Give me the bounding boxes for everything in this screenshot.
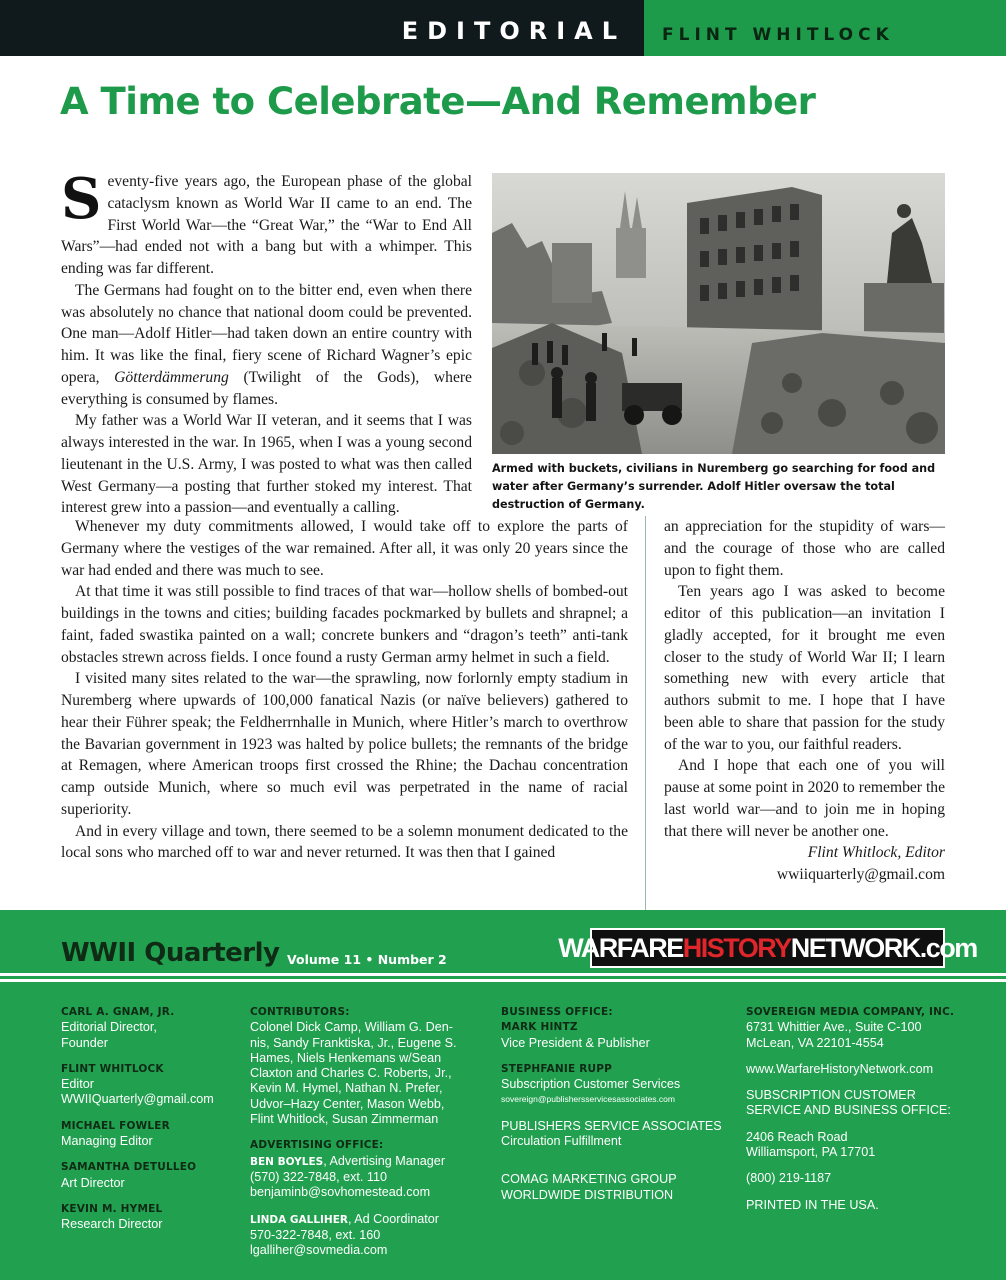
masthead-footer [0,910,1006,1280]
editor-email[interactable]: wwiiquarterly@gmail.com [776,866,945,883]
drop-cap: S [61,166,102,232]
footer-rule-top [0,973,1006,976]
header-bar [0,0,1006,56]
column-divider [645,516,646,910]
paragraph-1: Seventy-five years ago, the European phase of the global cataclysm known as World War II came to an end. The First World War—the “Great War,” the “War to End All Wars”—had ended not with a bang but with a whimper. This ending was far different. [61,166,472,277]
paragraph-6: I visited many sites related to the war—the sprawling, now forlornly empty stadium in Nuremberg where upwards of 100,000 fanatical Nazis (or naïve believers) gathered to hear their Führer speak; the Feldherrnhalle in Munich, where Hitler’s march to overthrow the Bavarian government in 1923 was halted by police bullets; the remnants of the bridge at Remagen, where American troops first crossed the Rhine; the Dachau concentration camp outside Munich, where so much evil was perpetrated in the name of racial superiority. [61,670,628,818]
paragraph-7: And in every village and town, there seemed to be a solemn monument dedicated to the local sons who marched off to war and never returned. It was then that I gained [61,822,628,862]
masthead-column-business: BUSINESS OFFICE: MARK HINTZ Vice President & Publisher STEPHFANIE RUPP Subscription Customer Services sovereign@publishersservicesassociates.com PUBLISHERS SERVICE ASSOCIATES Circulation Fulfillment COMAG MARKETING GROUP WORLDWIDE DISTRIBUTION [501,1006,722,1202]
photo-caption: Armed with buckets, civilians in Nuremberg go searching for food and water after Germany’s surrender. Adolf Hitler oversaw the total destruction of Germany. [492,462,936,511]
volume-number: Volume 11 • Number 2 [287,952,447,967]
editor-signature: Flint Whitlock, Editor [807,844,945,862]
paragraph-8: Ten years ago I was asked to become editor of this publication—an invitation I gladly accepted, for it brought me even closer to the study of World War II; I learn something new with every article that authors submit to me. I hope that I have been able to share that passion for the study of the war to you, our faithful readers. [664,583,945,753]
footer-rule-bottom [0,979,1006,982]
masthead-column-contributors: CONTRIBUTORS: Colonel Dick Camp, William G. Den- nis, Sandy Franktiska, Jr., Eugene S. Hames, Niels Henkemans w/Sean Claxton and Charles C. Roberts, Jr., Kevin M. Hymel, Nathan N. Prefer, Udvor–Hazy Center, Mason Webb, Flint Whitlock, Susan Zimmerman ADVERTISING OFFICE: BEN BOYLES, Advertising Manager (570) 322-7848, ext. 110 benjaminb@sovhomestead.com LINDA GALLIHER, Ad Coordinator 570-322-7848, ext. 160 lgalliher@sovmedia.com [250,1006,457,1258]
section-label: EDITORIAL [401,17,626,45]
magazine-title: WWII Quarterly [61,938,280,968]
article-column-wide [61,516,628,864]
article-column-top [61,166,472,519]
masthead-column-staff: CARL A. GNAM, JR. Editorial Director, Founder FLINT WHITLOCK Editor WWIIQuarterly@gmail.com MICHAEL FOWLER Managing Editor SAMANTHA DETULLEO Art Director KEVIN M. HYMEL Research Director [61,1006,214,1232]
paragraph-3: My father was a World War II veteran, and it seems that I was always interested in the war. In 1965, when I was a young second lieutenant in the U.S. Army, I was posted to what was then called West Germany—a posting that further stoked my interest. That interest grew into a passion—and eventually a calling. [61,412,472,517]
nuremberg-ruins-photo [492,173,945,454]
paragraph-4: Whenever my duty commitments allowed, I would take off to explore the parts of Germany where the vestiges of the war remained. After all, it was only 20 years since the war had ended and there was much to see. [61,518,628,579]
warfare-history-network-logo[interactable]: WARFARE HISTORY NETWORK.com [590,928,945,968]
author-label: FLINT WHITLOCK [662,25,894,45]
page-title: A Time to Celebrate—And Remember [60,80,816,123]
article-column-right [664,516,945,886]
paragraph-9: And I hope that each one of you will pause at some point in 2020 to remember the last world war—and to join me in hoping that there will never be another one. [664,757,945,840]
masthead-column-company: SOVEREIGN MEDIA COMPANY, INC. 6731 Whittier Ave., Suite C-100 McLean, VA 22101-4554 www.WarfareHistoryNetwork.com SUBSCRIPTION CUSTOMER SERVICE AND BUSINESS OFFICE: 2406 Reach Road Williamsport, PA 17701 (800) 219-1187 PRINTED IN THE USA. [746,1006,955,1212]
paragraph-5: At that time it was still possible to find traces of that war—hollow shells of bombed-out buildings in the towns and cities; building facades pockmarked by bullets and shrapnel; a faint, faded swastika painted on a wall; concrete bunkers and “dragon’s teeth” anti-tank obstacles strewn across fields. I once found a rusty German army helmet in such a field. [61,583,628,666]
paragraph-2: The Germans had fought on to the bitter end, even when there was absolutely no chance that national doom could be prevented. One man—Adolf Hitler—had taken down an entire country with him. It was like the final, fiery scene of Richard Wagner’s epic opera, Götterdämmerung (Twilight of the Gods), where everything is consumed by flames. [61,281,472,408]
paragraph-7-continued: an appreciation for the stupidity of wars—and the courage of those who are called upon to fight them. [664,518,945,579]
